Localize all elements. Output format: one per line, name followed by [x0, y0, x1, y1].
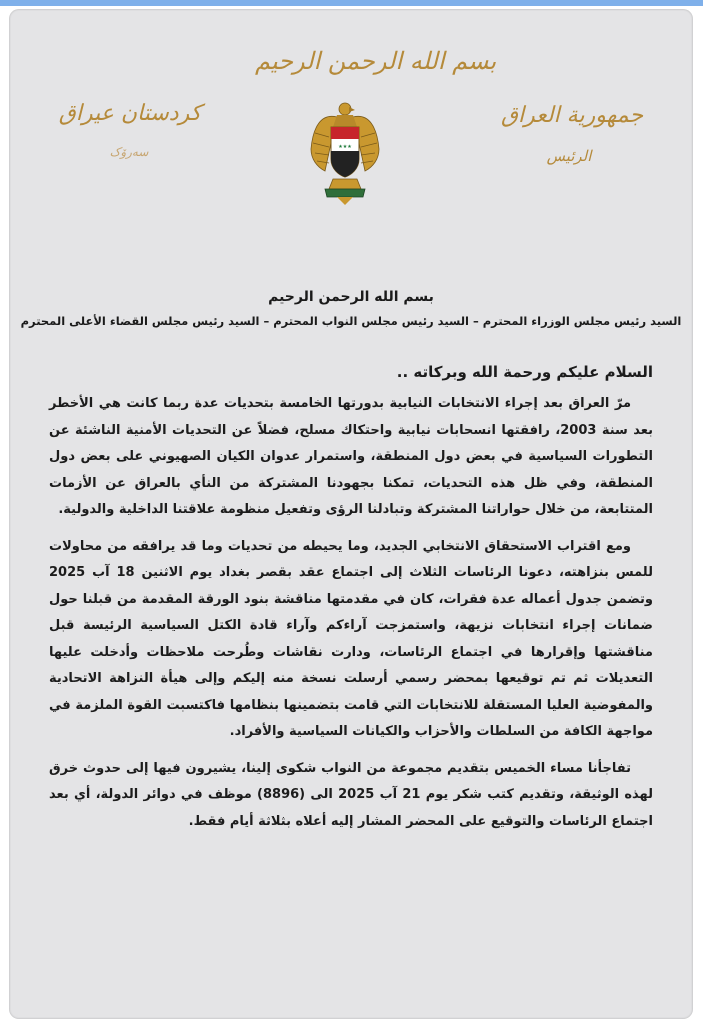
letterhead-right-subtitle: الرئيس: [546, 147, 592, 165]
letter-body: [49, 359, 653, 845]
letter-addressees: السيد رئيس مجلس الوزراء المحترم – السيد رئيس مجلس النواب المحترم – السيد رئيس مجلس القضاء الأعلى المحترم: [20, 314, 682, 328]
letter-title: بسم الله الرحمن الرحيم: [268, 289, 434, 305]
basmala-calligraphy: بسم الله الرحمن الرحيم: [255, 47, 497, 75]
letter-paragraph-2: ومع اقتراب الاستحقاق الانتخابي الجديد، وما يحيطه من تحديات وما قد يرافقه من محاولات للمس بنزاهته، دعونا الرئاسات الثلاث إلى اجتماع عقد بقصر بغداد يوم الاثنين 18 آب 2025 وتضمن جدول أعماله عدة فقرات، كان في مقدمتها مناقشة بنود الورقة المقدمة من قبلنا حول ضمانات إجراء انتخابات نزيهة، واستمزجت آراءكم وآراء قادة الكتل السياسية الرئيسة قبل مناقشتها وإقرارها في اجتماع الرئاسات، ودارت نقاشات وطُرحت ملاحظات وأدخلت عليها التعديلات ثم تم توقيعها بمحضر رسمي أرسلت نسخة منه إليكم وإلى هيأة النزاهة الاتحادية والمفوضية العليا المستقلة للانتخابات التي قامت بتضمينها بنظامها فاكتسبت القوة الملزمة في مواجهة الكافة من السلطات والأحزاب والكيانات السياسية والأفراد.: [49, 538, 653, 739]
letterhead-right-title: جمهورية العراق: [500, 103, 644, 128]
iraq-coat-of-arms-icon: [307, 97, 383, 207]
letter-paragraph-3: تفاجأنا مساء الخميس بتقديم مجموعة من النواب شكوى إلينا، يشيرون فيها إلى حدوث خرق لهذه الوثيقة، وتقديم كتب شكر يوم 21 آب 2025 الى (8896) موظف في دوائر الدولة، أي بعد اجتماع الرئاسات والتوقيع على المحضر المشار إليه أعلاه بثلاثة أيام فقط.: [49, 760, 654, 829]
svg-text:★★★: ★★★: [338, 144, 352, 150]
letter-paragraph-1: مرّ العراق بعد إجراء الانتخابات النيابية بدورتها الخامسة بتحديات عدة ربما كانت هي الأخطر بعد سنة 2003، رافقتها انسحابات نيابية واحتكاك مسلح، فضلاً عن التحديات الأمنية الناشئة عن التطورات السياسية في بعض دول المنطقة، واستمرار عدوان الكيان الصهيوني على بعض دول المنطقة، وفي ظل هذه التحديات، تمكنا بجهودنا المشتركة من النأي بالعراق عن الأزمات المتتابعة، من خلال حواراتنا المشتركة وتبادلنا الرؤى وتفعيل منظومة علاقتنا الداخلية والدولية.: [49, 396, 653, 517]
letter-greeting: السلام عليكم ورحمة الله وبركاته ..: [396, 363, 653, 381]
letter-page: [9, 9, 693, 1019]
letterhead-left-subtitle: سەرۆک: [109, 145, 149, 159]
top-accent-strip: [0, 0, 703, 6]
letterhead-left-title: كردستان عيراق: [58, 101, 202, 126]
